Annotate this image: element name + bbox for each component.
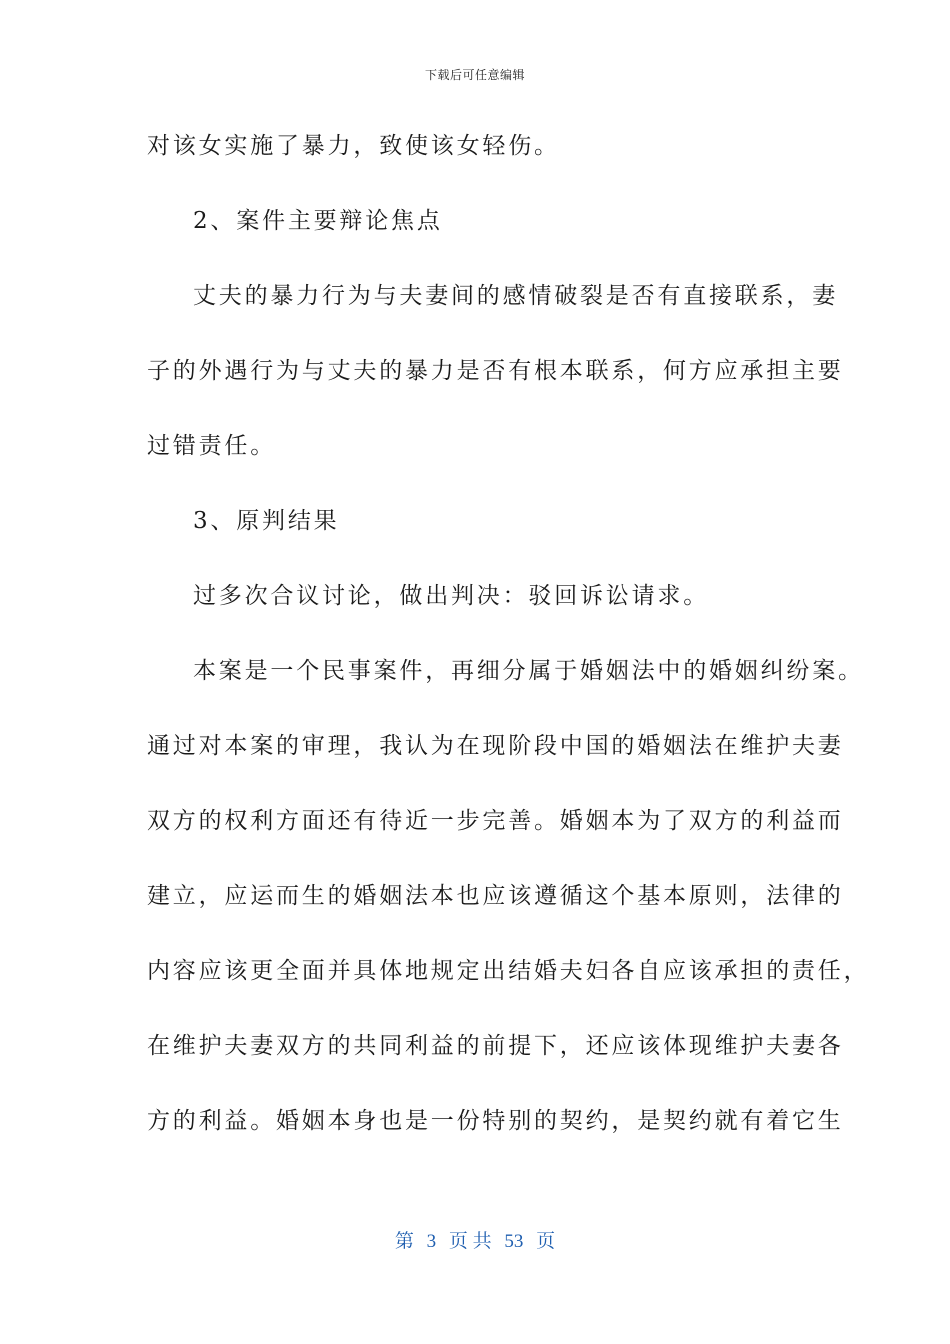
footer-total-pages: 53 [504, 1231, 524, 1252]
footer-current-page: 3 [426, 1231, 437, 1252]
footer-suffix: 页 [536, 1231, 556, 1252]
body-line: 对该女实施了暴力，致使该女轻伤。 [147, 133, 560, 159]
body-line: 内容应该更全面并具体地规定出结婚夫妇各自应该承担的责任， [147, 958, 870, 984]
page-header-note: 下载后可任意编辑 [424, 68, 525, 82]
body-line: 通过对本案的审理，我认为在现阶段中国的婚姻法在维护夫妻 [147, 733, 844, 759]
document-body [147, 126, 870, 1176]
body-line: 方的利益。婚姻本身也是一份特别的契约，是契约就有着它生 [147, 1108, 844, 1134]
body-line: 在维护夫妻双方的共同利益的前提下，还应该体现维护夫妻各 [147, 1033, 844, 1059]
body-line: 过多次合议讨论，做出判决：驳回诉讼请求。 [193, 583, 709, 609]
body-line: 丈夫的暴力行为与夫妻间的感情破裂是否有直接联系，妻 [193, 283, 838, 309]
body-line: 双方的权利方面还有待近一步完善。婚姻本为了双方的利益而 [147, 808, 844, 834]
body-line: 本案是一个民事案件，再细分属于婚姻法中的婚姻纠纷案。 [193, 658, 864, 684]
body-line: 建立，应运而生的婚姻法本也应该遵循这个基本原则，法律的 [147, 883, 844, 909]
section-heading: 2、案件主要辩论焦点 [193, 208, 443, 234]
footer-prefix: 第 [394, 1231, 414, 1252]
section-heading: 3、原判结果 [193, 508, 340, 534]
body-line: 子的外遇行为与丈夫的暴力是否有根本联系，何方应承担主要 [147, 358, 844, 384]
page-footer [0, 1226, 950, 1253]
footer-middle: 页 共 [448, 1231, 492, 1252]
body-line: 过错责任。 [147, 433, 276, 459]
